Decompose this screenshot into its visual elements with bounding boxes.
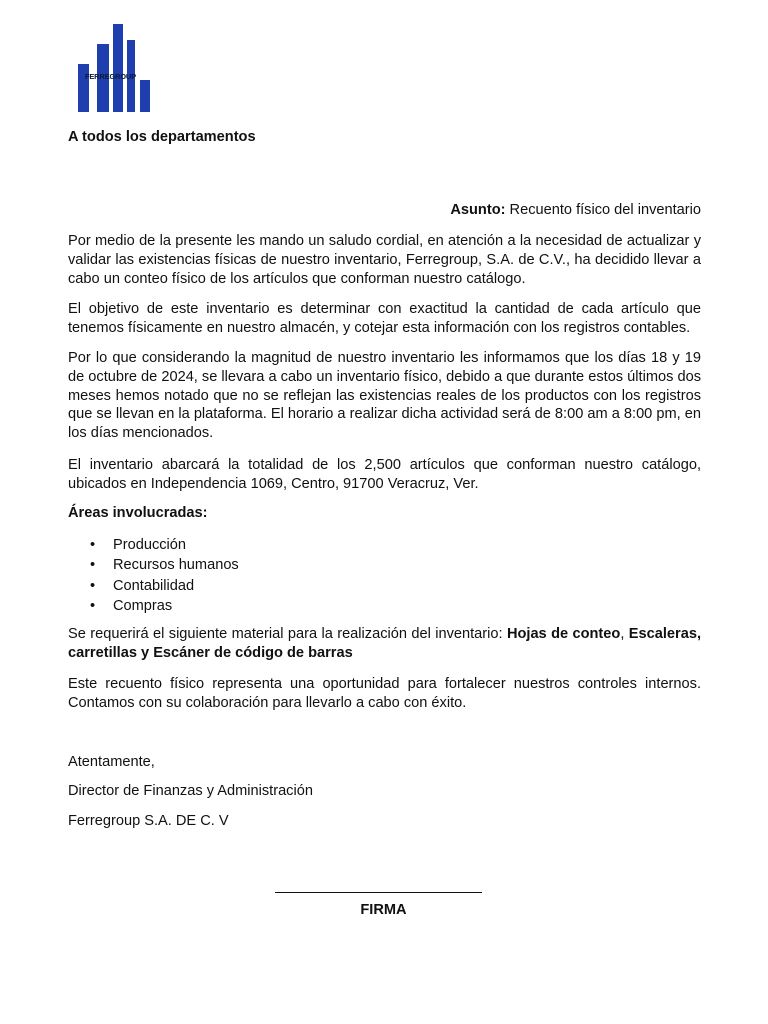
material-2: Escaleras, carretillas y Escáner de código de barras — [68, 626, 702, 661]
list-item: • Contabilidad — [90, 577, 195, 594]
paragraph-scope: El inventario abarcará la totalidad de los 2,500 artículos que conforman nuestro catálogo, ubicados en Independencia 1069, Centro, 91700 Veracruz, Ver. — [68, 457, 701, 492]
subject-label: Asunto: — [450, 202, 506, 218]
ferregroup-logo — [76, 20, 152, 112]
recipient-heading: A todos los departamentos — [68, 129, 256, 145]
sender-company: Ferregroup S.A. DE C. V — [68, 813, 229, 829]
list-item: • Compras — [90, 597, 173, 614]
subject-text: Recuento físico del inventario — [505, 202, 701, 218]
logo-text: FERREGROUP — [85, 72, 136, 81]
list-item: • Producción — [90, 537, 187, 553]
closing-greeting: Atentamente, — [68, 754, 155, 770]
paragraph-materials: Se requerirá el siguiente material para la realización del inventario: Hojas de conteo, Escaleras, carretillas y Escáner de código de barras — [68, 626, 702, 661]
signature-line — [275, 892, 482, 893]
paragraph-objective: El objetivo de este inventario es determinar con exactitud la cantidad de cada artículo que tenemos físicamente en nuestro almacén, y cotejar esta información con los registros contables. — [68, 301, 701, 336]
signature-label: FIRMA — [360, 902, 407, 918]
subject-line — [450, 202, 701, 218]
list-item: • Recursos humanos — [90, 557, 239, 574]
material-1: Hojas de conteo — [506, 626, 621, 642]
paragraph-schedule: Por lo que considerando la magnitud de nuestro inventario les informamos que los días 18 y 19 de octubre de 2024, se llevara a cabo un inventario físico, debido a que durante estos últimos dos meses hemos notado que no se reflejan las existencias reales de los productos con los registros que se llevan en la plataforma. El horario a realizar dicha actividad será de 8:00 am a 8:00 pm, en los días mencionados. — [68, 350, 701, 442]
areas-title: Áreas involucradas: — [68, 505, 208, 521]
sender-position: Director de Finanzas y Administración — [68, 783, 313, 799]
paragraph-conclusion: Este recuento físico representa una oportunidad para fortalecer nuestros controles internos. Contamos con su colaboración para llevarlo a cabo con éxito. — [68, 676, 701, 711]
paragraph-intro: Por medio de la presente les mando un saludo cordial, en atención a la necesidad de actualizar y validar las existencias físicas de nuestro inventario, Ferregroup, S.A. de C.V., ha decidido llevar a cabo un conteo físico de los artículos que conforman nuestro catálogo. — [68, 233, 701, 287]
areas-list — [68, 535, 239, 616]
